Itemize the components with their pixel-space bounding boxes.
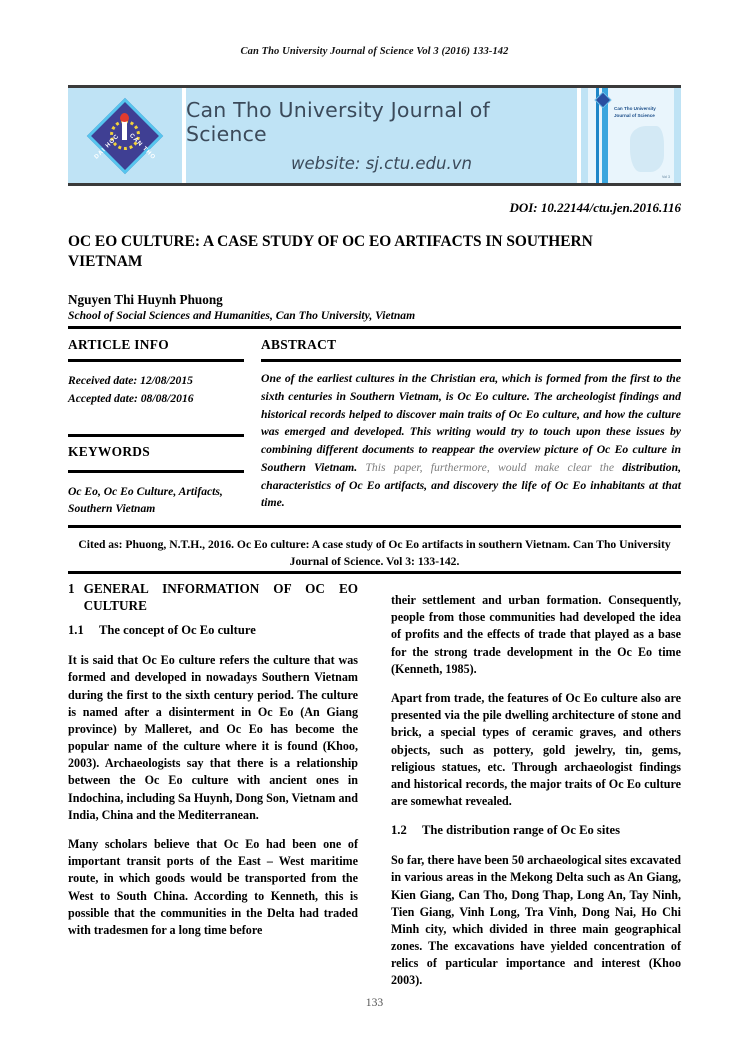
body-column-left xyxy=(68,580,358,939)
paragraph: Many scholars believe that Oc Eo had been one of important transit ports of the East – West maritime route, in which goods would be transported from the West to South China. According to Kenneth, this is possible that the communities in the Delta had traded with tradesmen for a long time before xyxy=(68,837,358,937)
paragraph: It is said that Oc Eo culture refers the culture that was formed and developed in nowadays Southern Vietnam during the first to the sixth century period. The culture is named after a disinterment in Oc Eo (An Giang province) by Malleret, and Oc Eo has become the popular name of the culture where it is found (Khoo, 2003). Archaeologists say that there is a relationship between the Oc Eo culture with ancient ones in Indochina, including Sa Huynh, Dong Son, Vietnam and India, China and the Mediterranean. xyxy=(68,653,358,822)
abstract-part-2-light: This paper, furthermore, would make clear the xyxy=(357,460,623,474)
section-heading-1 xyxy=(68,580,358,614)
citation-line: Cited as: Phuong, N.T.H., 2016. Oc Eo culture: A case study of Oc Eo artifacts in southern Vietnam. Can Tho University Journal of Science. Vol 3: 133-142. xyxy=(78,538,671,569)
paragraph: their settlement and urban formation. Consequently, people from those communities had developed the idea of profits and the effects of trade that played as a base for the strong trade development in the Oc Eo time (Kenneth, 1985). xyxy=(391,593,681,676)
abstract-heading: ABSTRACT xyxy=(261,337,337,352)
divider-above-citation xyxy=(68,525,681,528)
body-column-right xyxy=(391,580,681,990)
author-name: Nguyen Thi Huynh Phuong xyxy=(68,292,223,307)
article-info-heading: ARTICLE INFO xyxy=(68,337,169,352)
journal-cover-thumbnail xyxy=(588,88,674,183)
section-1-title: GENERAL INFORMATION OF OC EO CULTURE xyxy=(83,581,358,614)
cover-map-shape xyxy=(630,126,664,172)
divider-under-abstract xyxy=(261,359,681,362)
section-1-2-number: 1.2 xyxy=(391,823,407,838)
section-1-1-number: 1.1 xyxy=(68,623,84,638)
accepted-date: Accepted date: 08/08/2016 xyxy=(68,391,194,405)
divider-above-keywords xyxy=(68,434,244,437)
page-title: OC EO CULTURE: A CASE STUDY OF OC EO ARTIFACTS IN SOUTHERN VIETNAM xyxy=(68,233,593,270)
article-dates xyxy=(68,372,248,408)
page-number: 133 xyxy=(365,996,384,1009)
keywords-list: Oc Eo, Oc Eo Culture, Artifacts, Southern Vietnam xyxy=(68,485,223,516)
abstract-part-3: distribution, characteristics of Oc Eo artifacts, and discovery the life of Oc Eo inhabitants at that time. xyxy=(261,460,682,510)
section-1-1-title: The concept of Oc Eo culture xyxy=(99,623,256,638)
doi-line[interactable]: DOI: 10.22144/ctu.jen.2016.116 xyxy=(509,200,681,215)
ctu-logo-icon xyxy=(89,100,161,172)
divider-below-citation xyxy=(68,571,681,574)
logo-flame-shape xyxy=(120,113,129,122)
university-logo-cell xyxy=(68,88,186,183)
received-date: Received date: 12/08/2015 xyxy=(68,374,193,387)
cover-title-text: Can Tho University Journal of Science xyxy=(614,106,656,118)
journal-banner xyxy=(68,85,681,186)
divider-under-article-info xyxy=(68,359,244,362)
section-heading-1-2 xyxy=(391,822,681,840)
paragraph: So far, there have been 50 archaeological sites excavated in various areas in the Mekong Delta such as An Giang, Kien Giang, Can Tho, Dong Thap, Long An, Tay Ninh, Tien Giang, Vinh Long, Tra Vinh, Dong Nai, Ho Chi Minh city, which divided in three main geographical zones. The excavations have yielded concentration of relics of particular importance and interest (Khoo 2003). xyxy=(391,853,681,988)
journal-website[interactable]: website: sj.ctu.edu.vn xyxy=(291,154,472,173)
divider-top xyxy=(68,326,681,329)
keywords-heading: KEYWORDS xyxy=(68,444,151,459)
paragraph: Apart from trade, the features of Oc Eo culture also are presented via the pile dwelling architecture of stone and brick, a special types of ceramic graves, and others objects, such as pottery, gold jewelry, tin, gems, religious statues, etc. Through archaeologist findings and historical records, the major traits of Oc Eo culture are somewhat revealed. xyxy=(391,691,681,809)
journal-title: Can Tho University Journal of Science xyxy=(186,98,490,146)
author-affiliation: School of Social Sciences and Humanities, Can Tho University, Vietnam xyxy=(68,309,416,322)
divider-under-keywords xyxy=(68,470,244,473)
abstract-body xyxy=(261,370,681,512)
cover-footer-text: Vol 3 xyxy=(662,175,670,179)
abstract-part-1: One of the earliest cultures in the Christian era, which is formed from the first to the sixth centuries in Southern Vietnam, is Oc Eo culture. The archeologist findings and historical records helped to discover main traits of Oc Eo culture, and how the culture was emerged and developed. This writing would try to touch upon these issues by combining different documents to reappear the overview picture of Oc Eo culture in Southern Vietnam. xyxy=(261,372,681,474)
running-head: Can Tho University Journal of Science Vol 3 (2016) 133-142 xyxy=(240,46,509,57)
logo-text-left: DAI HOC xyxy=(93,132,121,161)
section-1-number: 1 xyxy=(68,581,75,596)
journal-cover-cell xyxy=(577,88,681,183)
section-1-2-title: The distribution range of Oc Eo sites xyxy=(422,823,621,838)
logo-text-right: CAN THO xyxy=(127,132,157,161)
banner-center xyxy=(186,88,577,183)
section-heading-1-1 xyxy=(68,622,358,640)
